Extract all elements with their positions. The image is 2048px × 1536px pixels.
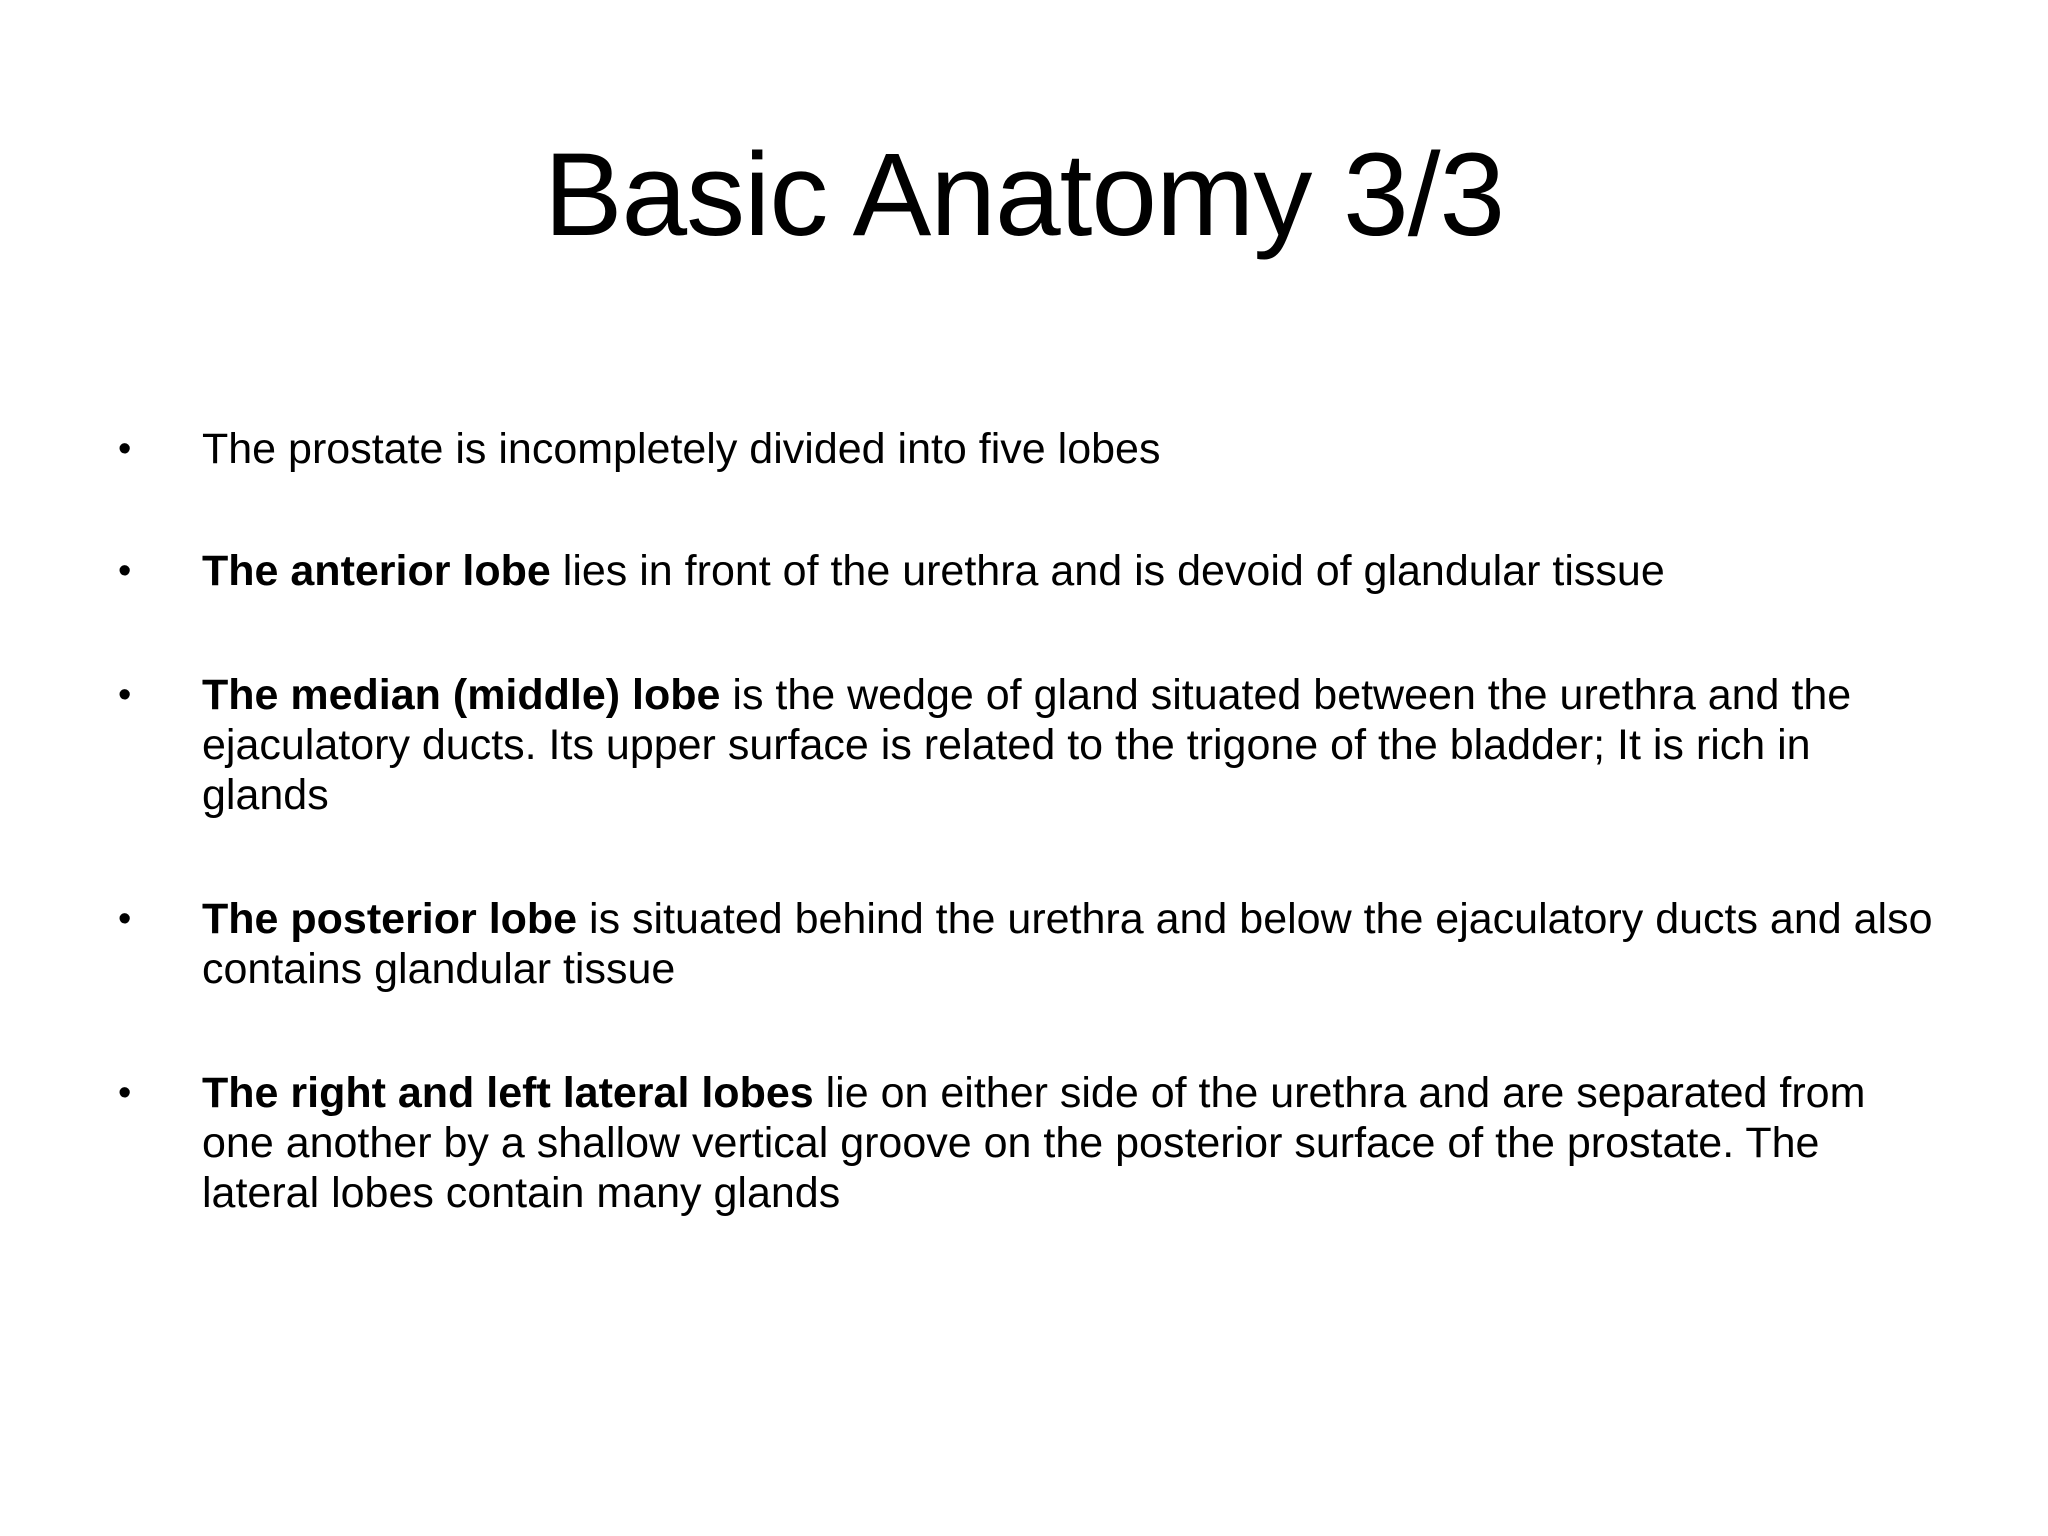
bullet-icon: • bbox=[118, 674, 132, 716]
bullet-item-lateral-lobes bbox=[118, 1068, 1948, 1218]
bullet-text: lie on either side of the urethra and are separated from one another by a shallow vertical groove on the posterior surface of the prostate. The lateral lobes contain many glands bbox=[202, 1069, 1866, 1217]
bullet-item-five-lobes bbox=[118, 424, 1948, 474]
bullet-item-median-lobe bbox=[118, 670, 1948, 820]
bullet-text: is the wedge of gland situated between the urethra and the ejaculatory ducts. Its upper surface is related to the trigone of the bladder; It is rich in glands bbox=[202, 671, 1852, 819]
bullet-bold-term: The right and left lateral lobes bbox=[202, 1069, 814, 1117]
slide-title: Basic Anatomy 3/3 bbox=[543, 129, 1505, 261]
bullet-list bbox=[118, 424, 1948, 1290]
bullet-icon: • bbox=[118, 428, 132, 470]
bullet-item-posterior-lobe bbox=[118, 894, 1948, 994]
bullet-text: lies in front of the urethra and is devoid of glandular tissue bbox=[550, 547, 1665, 595]
bullet-bold-term: The posterior lobe bbox=[202, 895, 578, 943]
bullet-bold-term: The anterior lobe bbox=[202, 547, 551, 595]
bullet-text: The prostate is incompletely divided into five lobes bbox=[202, 425, 1161, 473]
bullet-icon: • bbox=[118, 550, 132, 592]
bullet-icon: • bbox=[118, 898, 132, 940]
bullet-bold-term: The median (middle) lobe bbox=[202, 671, 721, 719]
bullet-item-anterior-lobe bbox=[118, 546, 1948, 596]
bullet-text: is situated behind the urethra and below the ejaculatory ducts and also contains glandular tissue bbox=[202, 895, 1933, 993]
bullet-icon: • bbox=[118, 1072, 132, 1114]
